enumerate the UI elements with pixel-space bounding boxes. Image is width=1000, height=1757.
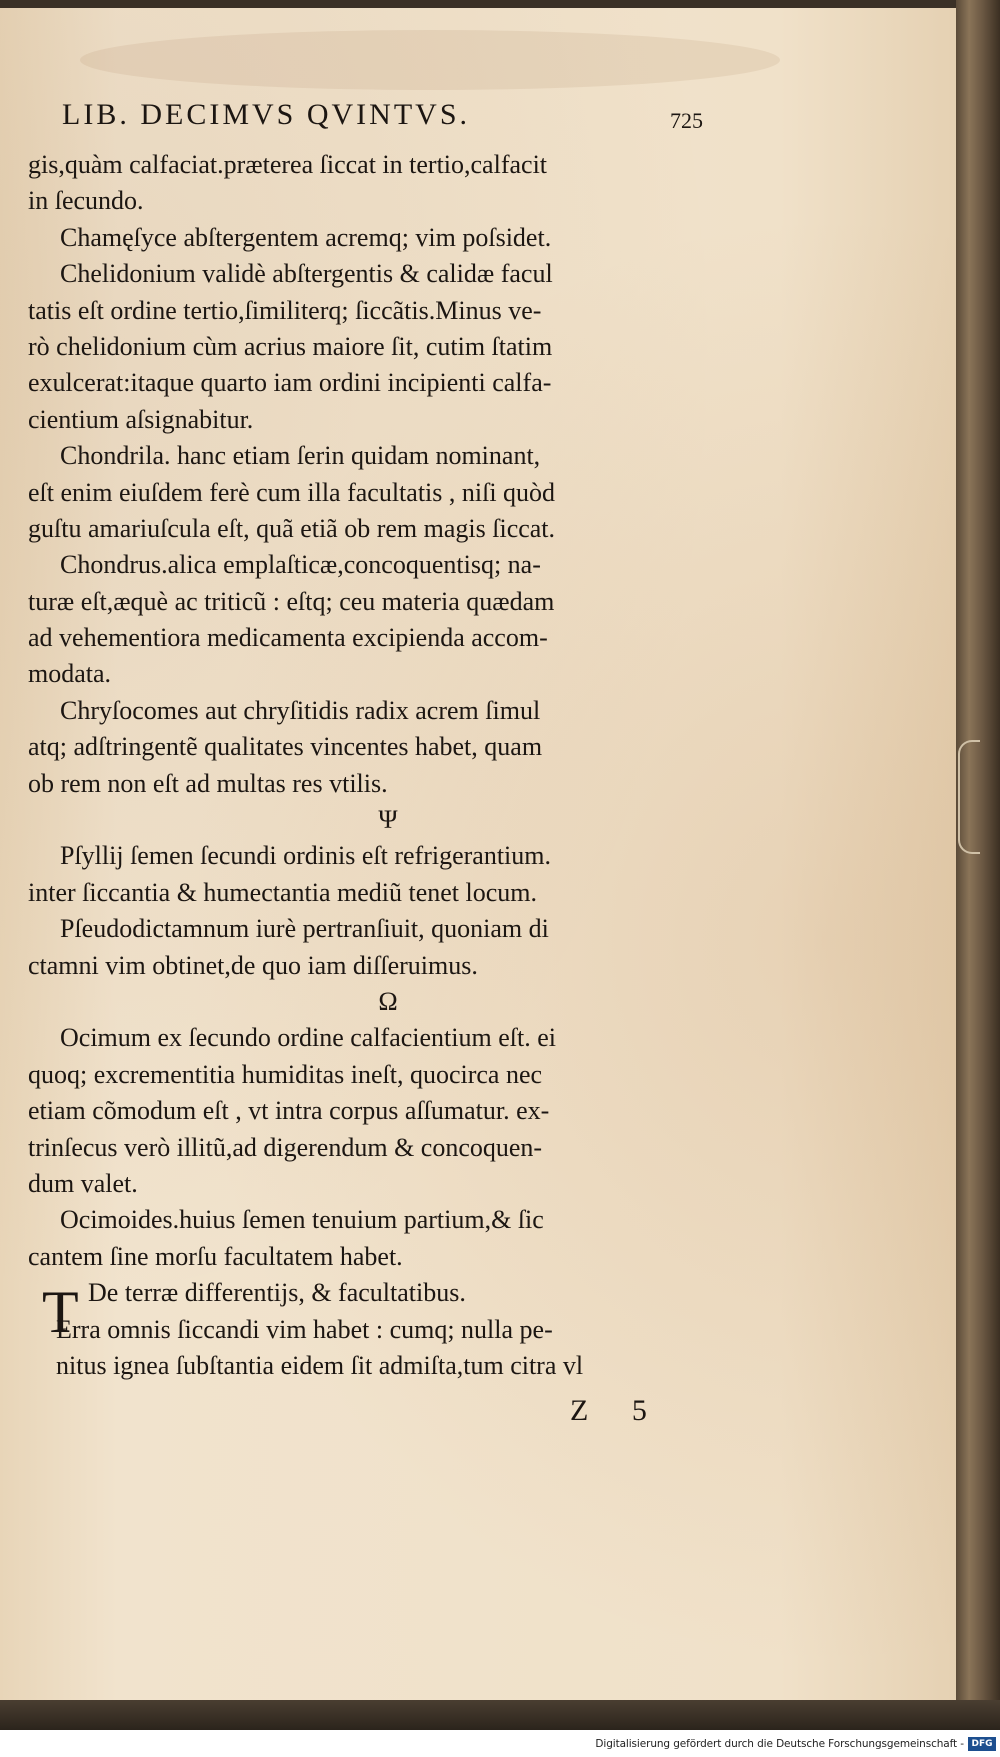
- text-line: tatis eſt ordine tertio,ſimiliterq; ſiccãtis.Minus ve-: [28, 295, 542, 325]
- dfg-logo: DFG: [968, 1737, 996, 1751]
- text-line: Chondrus.alica emplaſticæ,concoquentisq; na-: [60, 550, 541, 580]
- text-line: Ocimoides.huius ſemen tenuium partium,& ſic: [60, 1205, 544, 1235]
- text-line: ob rem non eſt ad multas res vtilis.: [28, 768, 388, 798]
- text-line: eſt enim eiuſdem ferè cum illa facultatis , niſi quòd: [28, 477, 556, 507]
- text-line: etiam cõmodum eſt , vt intra corpus aſſumatur. ex-: [28, 1096, 550, 1126]
- text-line: nitus ignea ſubſtantia eidem ſit admiſta,tum citra vl: [56, 1350, 584, 1380]
- text-line: ctamni vim obtinet,de quo iam diſſeruimus.: [28, 950, 478, 980]
- page-bottom-shadow: [0, 1700, 1000, 1730]
- signature-mark: Z 5: [570, 1394, 665, 1427]
- text-line: quoq; excrementitia humiditas ineſt, quocirca nec: [28, 1059, 543, 1089]
- text-line: gis,quàm calfaciat.præterea ſiccat in tertio,calfacit: [28, 150, 548, 179]
- text-line: Ocimum ex ſecundo ordine calfacientium eſt. ei: [60, 1023, 556, 1053]
- text-line: turæ eſt,æquè ac triticũ : eſtq; ceu materia quædam: [28, 586, 555, 616]
- text-line: Chryſocomes aut chryſitidis radix acrem ſimul: [60, 695, 541, 725]
- text-line: Pſeudodictamnum iurè pertranſiuit, quoniam di: [60, 914, 549, 944]
- text-line: Chelidonium validè abſtergentis & calidæ facul: [60, 259, 553, 289]
- text-line: ad vehementiora medicamenta excipienda accom-: [28, 623, 548, 653]
- funding-credit: Digitalisierung gefördert durch die Deutsche Forschungsgemeinschaft -: [595, 1738, 964, 1750]
- text-line: exulcerat:itaque quarto iam ordini incipienti calfa-: [28, 368, 552, 398]
- text-line: trinſecus verò illitũ,ad digerendum & concoquen-: [28, 1132, 543, 1162]
- text-line: dum valet.: [28, 1168, 138, 1198]
- running-title: LIB. DECIMVS QVINTVS.: [62, 98, 470, 131]
- text-line: in ſecundo.: [28, 186, 144, 216]
- body-text: [28, 147, 748, 1384]
- text-line: Chamęſyce abſtergentem acremq; vim poſsidet.: [60, 222, 552, 252]
- text-line: Chondrila. hanc etiam ſerin quidam nominant,: [60, 441, 541, 471]
- text-line: Erra omnis ſiccandi vim habet : cumq; nulla pe-: [56, 1314, 553, 1344]
- folio-number: 725: [670, 108, 703, 133]
- text-line: guſtu amariuſcula eſt, quã etiã ob rem magis ſiccat.: [28, 513, 556, 543]
- text-line: modata.: [28, 659, 112, 689]
- page-stain: [80, 30, 780, 90]
- section-letter: Ω: [378, 986, 398, 1016]
- text-line: cientium aſsignabitur.: [28, 404, 254, 434]
- text-line: atq; adſtringentẽ qualitates vincentes habet, quam: [28, 732, 543, 762]
- page-edge: [956, 0, 1000, 1715]
- text-line: inter ſiccantia & humectantia mediũ tenet locum.: [28, 877, 537, 907]
- text-line: rò chelidonium cùm acrius maiore ſit, cutim ſtatim: [28, 331, 553, 361]
- section-letter: Ψ: [378, 805, 398, 835]
- text-line: Pſyllij ſemen ſecundi ordinis eſt refrigerantium.: [60, 841, 551, 871]
- text-line: cantem ſine morſu facultatem habet.: [28, 1241, 403, 1271]
- edge-tab-mark: [958, 740, 980, 854]
- drop-initial: T: [42, 1279, 79, 1345]
- section-title: De terræ differentijs, & facultatibus.: [88, 1278, 466, 1308]
